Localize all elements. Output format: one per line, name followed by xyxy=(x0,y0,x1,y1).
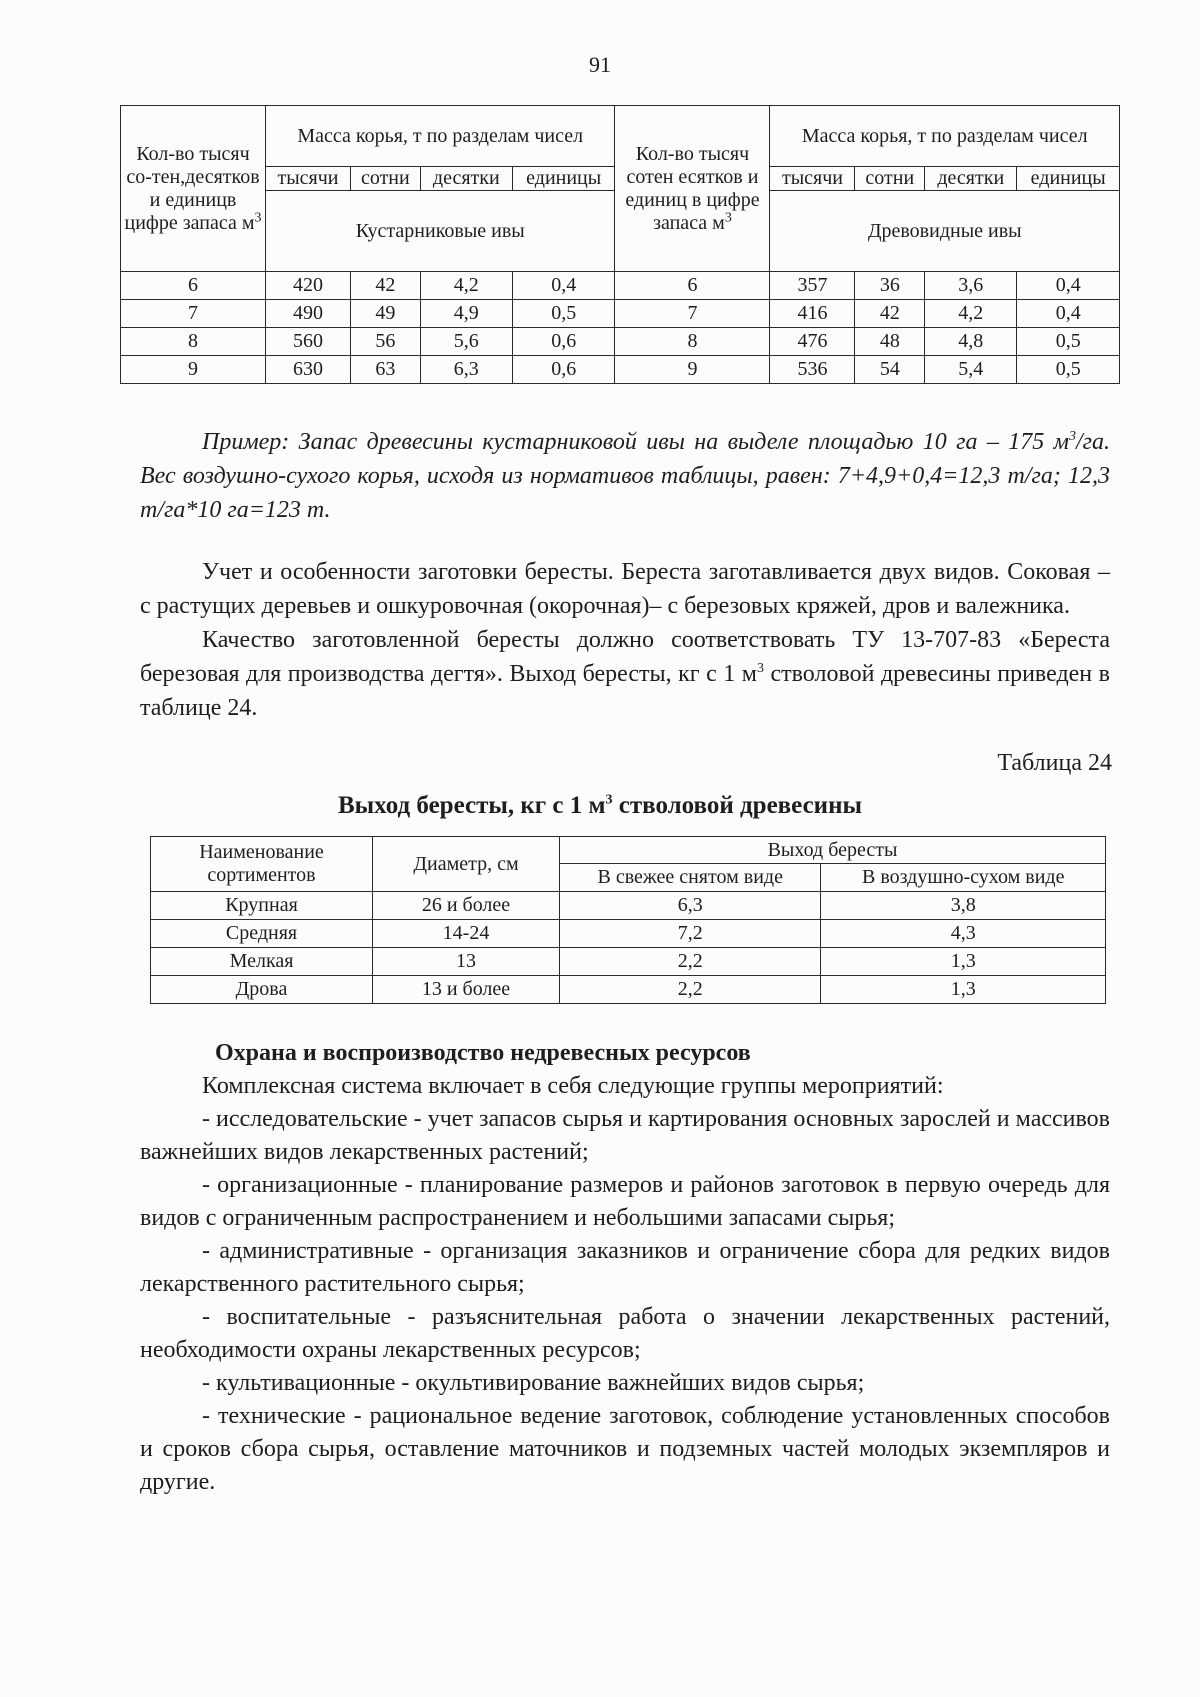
header-name: Наименование сортиментов xyxy=(151,837,373,892)
example-text: Пример: Запас древесины кустарниковой ивы на выделе площадью 10 га – 175 м xyxy=(202,429,1069,455)
cell: 416 xyxy=(770,300,855,328)
cell: 0,5 xyxy=(512,300,615,328)
list-item: - технические - рациональное ведение заготовок, соблюдение установленных способов и сроков сбора сырья, оставление маточников и подземных частей молодых экземпляров и другие. xyxy=(140,1403,1110,1495)
cell: 7,2 xyxy=(560,920,821,948)
paragraph: Качество заготовленной бересты должно соответствовать ТУ 13-707-83 «Береста березовая для производства дегтя». Выход бересты, кг с 1 $м^3$ стволовой древесины приведен в таблице 24. xyxy=(140,627,1110,721)
col-tens: десятки xyxy=(420,167,512,191)
col-hundreds: сотни xyxy=(351,167,421,191)
cell: 4,3 xyxy=(821,920,1106,948)
cell: 54 xyxy=(855,356,925,384)
list-item: - административные - организация заказников и ограничение сбора для редких видов лекарственного растительного сырья; xyxy=(140,1238,1110,1297)
example-text: /га. Вес воздушно-сухого корья, исходя из нормативов таблицы, равен: 7+4,9+0,4=12,3 т/га; 12,3 т/га*10 га=123 т. xyxy=(140,429,1110,523)
cell: 6 xyxy=(121,272,266,300)
cell: 0,5 xyxy=(1017,328,1120,356)
cell: 560 xyxy=(266,328,351,356)
cell: 9 xyxy=(121,356,266,384)
table-row xyxy=(151,892,1106,920)
col-thousands: тысячи xyxy=(266,167,351,191)
cell: 1,3 xyxy=(821,976,1106,1004)
page-number: 91 xyxy=(589,52,611,77)
cell: 49 xyxy=(351,300,421,328)
col-hundreds: сотни xyxy=(855,167,925,191)
table-row xyxy=(121,300,1120,328)
cell: 6,3 xyxy=(420,356,512,384)
paragraph: Комплексная система включает в себя следующие группы мероприятий: xyxy=(202,1073,944,1099)
col-units: единицы xyxy=(512,167,615,191)
cell: Крупная xyxy=(151,892,373,920)
willow-bark-table xyxy=(120,105,1120,384)
cell: 490 xyxy=(266,300,351,328)
birch-bark-yield-table xyxy=(150,836,1106,1004)
list-item: - воспитательные - разъяснительная работа о значении лекарственных растений, необходимости охраны лекарственных ресурсов; xyxy=(140,1304,1110,1363)
cell: 536 xyxy=(770,356,855,384)
cell: 630 xyxy=(266,356,351,384)
birch-bark-section xyxy=(140,555,1110,725)
right-mass-header: Масса корья, т по разделам чисел xyxy=(770,106,1120,167)
cell: 56 xyxy=(351,328,421,356)
table-row xyxy=(121,328,1120,356)
group-shrub-willows: Кустарниковые ивы xyxy=(266,191,615,272)
header-yield: Выход бересты xyxy=(560,837,1106,864)
cell: 48 xyxy=(855,328,925,356)
header-fresh: В свежее снятом виде xyxy=(560,864,821,892)
cell: 4,8 xyxy=(925,328,1017,356)
paragraph: Учет и особенности заготовки бересты. Береста заготавливается двух видов. Соковая – с растущих деревьев и ошкуровочная (окорочная)– с березовых кряжей, дров и валежника. xyxy=(140,559,1110,619)
example-paragraph xyxy=(140,425,1110,527)
cell: 2,2 xyxy=(560,976,821,1004)
cell: Мелкая xyxy=(151,948,373,976)
header-dry: В воздушно-сухом виде xyxy=(821,864,1106,892)
cell: 0,4 xyxy=(1017,300,1120,328)
measures-section xyxy=(140,1070,1110,1499)
cell: 4,2 xyxy=(925,300,1017,328)
section-heading: Охрана и воспроизводство недревесных ресурсов xyxy=(215,1040,751,1066)
cell: 0,4 xyxy=(512,272,615,300)
table-label: Таблица 24 xyxy=(997,750,1112,776)
cell: 357 xyxy=(770,272,855,300)
cell: 9 xyxy=(615,356,770,384)
cell: 3,8 xyxy=(821,892,1106,920)
left-count-header: Кол-во тысяч со-тен,десятков и единицв цифре запаса $м^3$ xyxy=(121,106,266,272)
cell: Средняя xyxy=(151,920,373,948)
cell: 5,6 xyxy=(420,328,512,356)
right-count-header: Кол-во тысяч сотен есятков и единиц в цифре запаса $м^3$ xyxy=(615,106,770,272)
cell: Дрова xyxy=(151,976,373,1004)
group-tree-willows: Древовидные ивы xyxy=(770,191,1120,272)
cell: 13 и более xyxy=(373,976,560,1004)
header-diameter: Диаметр, см xyxy=(373,837,560,892)
cell: 14-24 xyxy=(373,920,560,948)
superscript: 3 xyxy=(1068,429,1076,444)
col-thousands: тысячи xyxy=(770,167,855,191)
cell: 63 xyxy=(351,356,421,384)
list-item: - культивационные - окультивирование важнейших видов сырья; xyxy=(202,1370,865,1396)
list-item: - исследовательские - учет запасов сырья и картирования основных зарослей и массивов важнейших видов лекарственных растений; xyxy=(140,1106,1110,1165)
col-units: единицы xyxy=(1017,167,1120,191)
cell: 0,6 xyxy=(512,328,615,356)
table-row xyxy=(121,356,1120,384)
cell: 0,5 xyxy=(1017,356,1120,384)
cell: 8 xyxy=(615,328,770,356)
cell: 1,3 xyxy=(821,948,1106,976)
cell: 6,3 xyxy=(560,892,821,920)
cell: 0,4 xyxy=(1017,272,1120,300)
table-row xyxy=(121,272,1120,300)
cell: 7 xyxy=(615,300,770,328)
cell: 26 и более xyxy=(373,892,560,920)
list-item: - организационные - планирование размеров и районов заготовок в первую очередь для видов с ограниченным распространением и небольшими запасами сырья; xyxy=(140,1172,1110,1231)
cell: 42 xyxy=(351,272,421,300)
cell: 7 xyxy=(121,300,266,328)
cell: 0,6 xyxy=(512,356,615,384)
cell: 8 xyxy=(121,328,266,356)
cell: 3,6 xyxy=(925,272,1017,300)
cell: 6 xyxy=(615,272,770,300)
cell: 4,2 xyxy=(420,272,512,300)
left-mass-header: Масса корья, т по разделам чисел xyxy=(266,106,615,167)
col-tens: десятки xyxy=(925,167,1017,191)
cell: 420 xyxy=(266,272,351,300)
cell: 42 xyxy=(855,300,925,328)
cell: 13 xyxy=(373,948,560,976)
cell: 4,9 xyxy=(420,300,512,328)
table-row xyxy=(151,948,1106,976)
cell: 36 xyxy=(855,272,925,300)
cell: 476 xyxy=(770,328,855,356)
cell: 2,2 xyxy=(560,948,821,976)
table-title: Выход бересты, кг с 1 $м^3$ стволовой древесины xyxy=(337,792,863,819)
table-row xyxy=(151,976,1106,1004)
table-row xyxy=(151,920,1106,948)
cell: 5,4 xyxy=(925,356,1017,384)
